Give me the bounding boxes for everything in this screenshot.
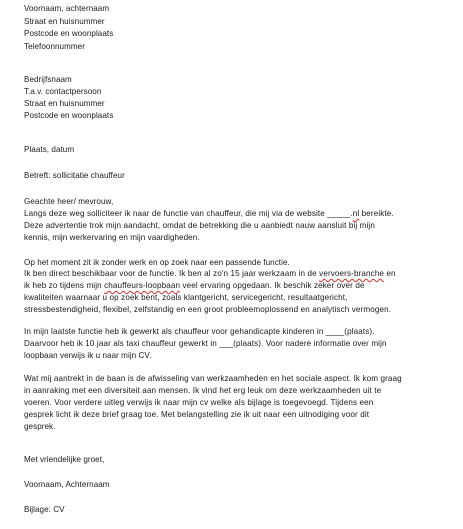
paragraph-2-line: Ik ben direct beschikbaar voor de functie. Ik ben al zo'n 15 jaar werkzaam in de vervoers-branche en — [24, 269, 396, 278]
signature-name: Voornaam, Achternaam — [24, 480, 110, 489]
paragraph-3-line: In mijn laatste functie heb ik gewerkt als chauffeur voor gehandicapte kinderen in ____(plaats). — [24, 327, 375, 336]
closing: Met vriendelijke groet, — [24, 455, 105, 464]
paragraph-4-line: voeren. Voor verdere uitleg verwijs ik naar mijn cv welke als bijlage is toegevoegd. Tijdens een — [24, 398, 374, 407]
spelling-flag: nl — [352, 209, 360, 218]
place-date: Plaats, datum — [24, 145, 75, 154]
recipient-street: Straat en huisnummer — [24, 99, 105, 108]
paragraph-3-line: Daarvoor heb ik 10 jaar als taxi chauffeur gewerkt in ___(plaats). Voor nadere informatie over mijn — [24, 339, 387, 348]
recipient-attn: T.a.v. contactpersoon — [24, 87, 102, 96]
sender-phone: Telefoonnummer — [24, 42, 85, 51]
salutation: Geachte heer/ mevrouw, — [24, 197, 114, 206]
sender-street: Straat en huisnummer — [24, 17, 105, 26]
paragraph-2-line: stressbestendigheid, flexibel, zelfstandig en een groot probleemoplossend en analytisch vermogen. — [24, 305, 392, 314]
paragraph-3-line: loopbaan verwijs ik u naar mijn CV. — [24, 351, 152, 360]
spelling-flag: vervoers-branche — [319, 269, 385, 278]
paragraph-4-line: gesprek licht ik deze brief graag toe. Met belangstelling zie ik uit naar een uitnodiging voor dit — [24, 410, 370, 419]
paragraph-2-line: Op het moment zit ik zonder werk en op zoek naar een passende functie. — [24, 258, 290, 267]
paragraph-4-line: gesprek. — [24, 422, 56, 431]
paragraph-2-line: kwaliteiten waarnaar u op zoek bent, zoals klantgericht, servicegericht, resultaatgericht, — [24, 293, 348, 302]
paragraph-4-line: in aanraking met een diversiteit aan mensen. Ik vind het erg leuk om deze werkzaamheden uit te — [24, 386, 382, 395]
recipient-company: Bedrijfsnaam — [24, 75, 72, 84]
attachment-note: Bijlage: CV — [24, 505, 65, 514]
paragraph-1-line: kennis, mijn werkervaring en mijn vaardigheden. — [24, 233, 200, 242]
paragraph-4-line: Wat mij aantrekt in de baan is de afwisseling van werkzaamheden en het sociale aspect. Ik kom graag — [24, 374, 402, 383]
recipient-postal: Postcode en woonplaats — [24, 111, 114, 120]
paragraph-1-line: Deze advertentie trok mijn aandacht, omdat de betrekking die u aanbiedt nauw aansluit bij mijn — [24, 221, 375, 230]
sender-postal: Postcode en woonplaats — [24, 29, 114, 38]
paragraph-1-line: Langs deze weg solliciteer ik naar de functie van chauffeur, die mij via de website _____.nl bereikte. — [24, 209, 394, 218]
sender-name: Voornaam, achternaam — [24, 4, 110, 13]
subject-line: Betreft: sollicitatie chauffeur — [24, 171, 125, 180]
spelling-flag: chauffeurs-loopbaan — [104, 281, 181, 290]
paragraph-2-line: ik heb zo tijdens mijn chauffeurs-loopbaan veel ervaring opgedaan. Ik beschik zeker over de — [24, 281, 365, 290]
